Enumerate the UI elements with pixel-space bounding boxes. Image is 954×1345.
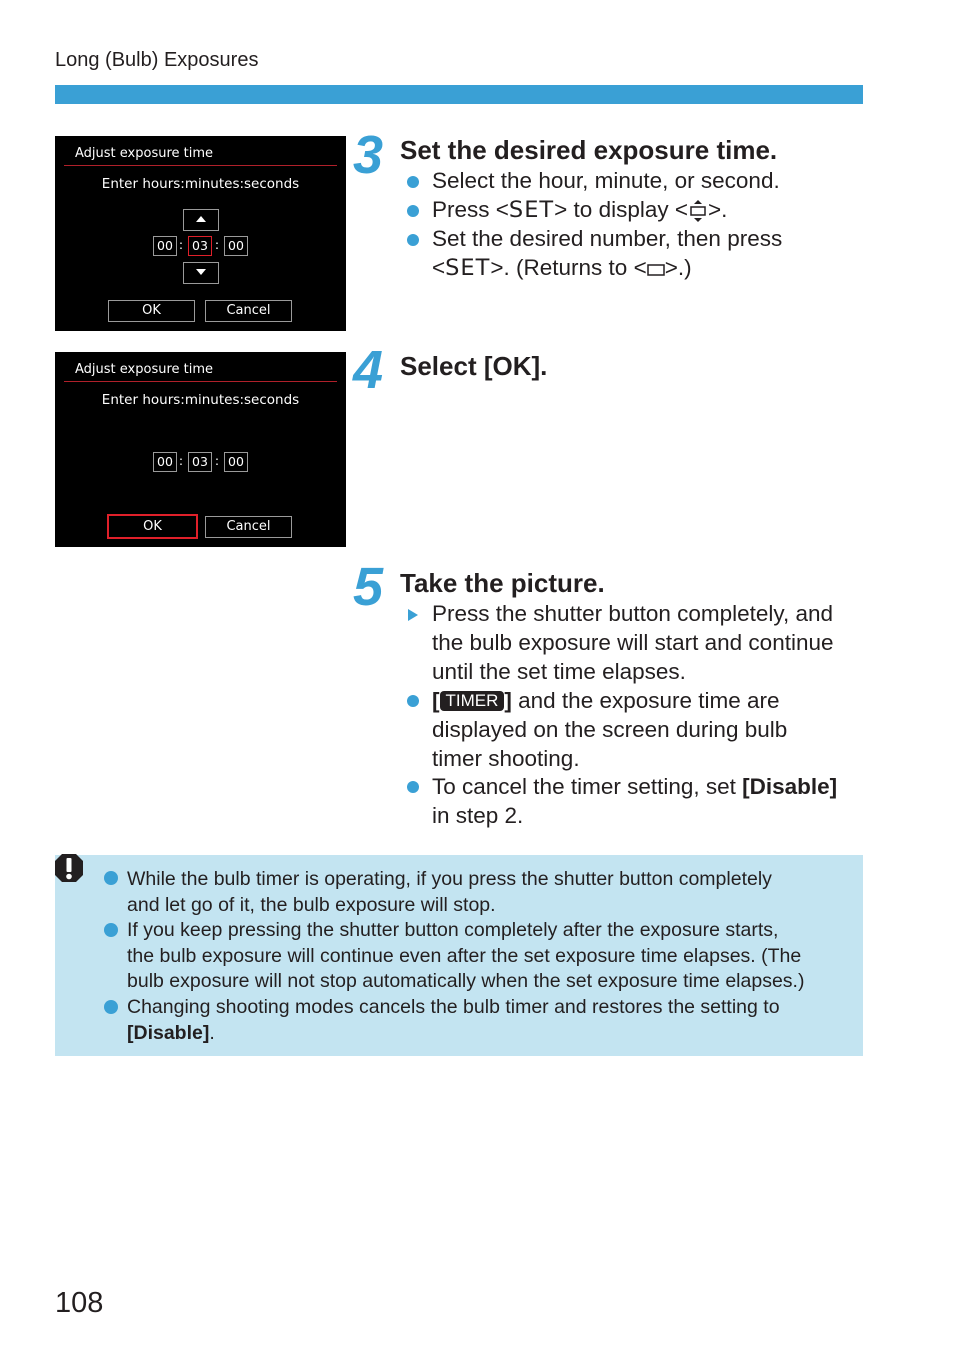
minutes-field[interactable]: 03 [188, 452, 212, 472]
text-segment: > to display < [554, 197, 688, 222]
screen-title: Adjust exposure time [75, 362, 214, 377]
set-button-icon: SET [508, 197, 555, 223]
camera-screen-select-ok [55, 352, 346, 547]
set-button-icon: SET [445, 255, 491, 281]
screen-icon [647, 262, 665, 276]
increment-arrow-button[interactable] [183, 209, 219, 231]
bullet-icon [407, 205, 419, 217]
bold-text: [Disable] [742, 774, 838, 799]
colon-separator: : [214, 237, 220, 252]
step-3-title: Set the desired exposure time. [400, 135, 778, 165]
seconds-field[interactable]: 00 [224, 452, 248, 472]
bullet-icon [407, 781, 419, 793]
bullet-icon [407, 695, 419, 707]
text-segment: < [432, 255, 446, 280]
camera-screen-set-time [55, 136, 346, 331]
colon-separator: : [178, 453, 184, 468]
text-line: and let go of it, the bulb exposure will stop. [127, 893, 496, 916]
step-5-bullet-3 [432, 772, 872, 830]
text-line: the bulb exposure will start and continue [432, 630, 834, 655]
decrement-arrow-button[interactable] [183, 262, 219, 284]
caution-item-1 [127, 867, 857, 918]
caution-item-2 [127, 918, 857, 995]
colon-separator: : [178, 237, 184, 252]
text-line: To cancel the timer setting, set [432, 774, 743, 799]
hours-field[interactable]: 00 [153, 236, 177, 256]
bracket: [ [432, 688, 440, 713]
screen-divider [64, 381, 337, 382]
step-3-bullet-1: Select the hour, minute, or second. [432, 168, 780, 193]
text-line: displayed on the screen during bulb [432, 717, 788, 742]
step-4-title: Select [OK]. [400, 351, 548, 381]
cross-keys-icon [688, 199, 708, 223]
colon-separator: : [214, 453, 220, 468]
bracket: ] [504, 688, 512, 713]
ok-button[interactable]: OK [107, 514, 198, 539]
text-segment: Press < [432, 197, 509, 222]
step-5-title: Take the picture. [400, 568, 605, 598]
page-number: 108 [55, 1287, 104, 1319]
screen-subtitle: Enter hours:minutes:seconds [101, 392, 300, 408]
hours-field[interactable]: 00 [153, 452, 177, 472]
screen-subtitle: Enter hours:minutes:seconds [101, 176, 300, 192]
text-segment: >.) [664, 255, 692, 280]
text-line: timer shooting. [432, 746, 580, 771]
timer-badge-icon: TIMER [440, 691, 505, 711]
caution-icon [53, 852, 85, 884]
cancel-button[interactable]: Cancel [205, 516, 292, 538]
result-arrow-icon [408, 609, 418, 621]
text-line: While the bulb timer is operating, if you press the shutter button completely [127, 868, 772, 890]
arrow-down-icon [196, 269, 206, 275]
text-segment: >. (Returns to < [490, 255, 647, 280]
step-5-bullet-2 [432, 686, 872, 773]
header-bar [55, 85, 863, 104]
minutes-field[interactable]: 03 [188, 236, 212, 256]
screen-title: Adjust exposure time [75, 146, 214, 161]
step-number-5: 5 [353, 557, 384, 617]
text-segment: . [209, 1021, 215, 1044]
bullet-icon [407, 234, 419, 246]
arrow-up-icon [196, 216, 206, 222]
ok-button[interactable]: OK [108, 300, 195, 322]
text-line: the bulb exposure will continue even after the set exposure time elapses. (The [127, 944, 802, 967]
caution-item-3 [127, 995, 857, 1046]
text-line: Changing shooting modes cancels the bulb timer and restores the setting to [127, 996, 780, 1018]
cancel-button[interactable]: Cancel [205, 300, 292, 322]
text-segment: Set the desired number, then press [432, 226, 783, 251]
bullet-icon [104, 1000, 118, 1014]
bullet-icon [104, 871, 118, 885]
seconds-field[interactable]: 00 [224, 236, 248, 256]
step-number-3: 3 [353, 125, 384, 185]
step-3-bullet-3 [432, 224, 872, 283]
step-5-bullet-1 [432, 599, 872, 686]
text-line: Press the shutter button completely, and [432, 601, 834, 626]
text-line: in step 2. [432, 803, 524, 828]
text-line: and the exposure time are [511, 688, 780, 713]
bold-text: [Disable] [127, 1021, 210, 1044]
page-header-title: Long (Bulb) Exposures [55, 49, 259, 71]
text-line: until the set time elapses. [432, 659, 686, 684]
text-segment: >. [708, 197, 728, 222]
bullet-icon [407, 176, 419, 188]
bullet-icon [104, 923, 118, 937]
text-line: bulb exposure will not stop automatically when the set exposure time elapses.) [127, 970, 805, 992]
step-number-4: 4 [353, 340, 384, 400]
screen-divider [64, 165, 337, 166]
step-3-bullet-2 [432, 195, 872, 225]
text-line: If you keep pressing the shutter button completely after the exposure starts, [127, 919, 779, 941]
